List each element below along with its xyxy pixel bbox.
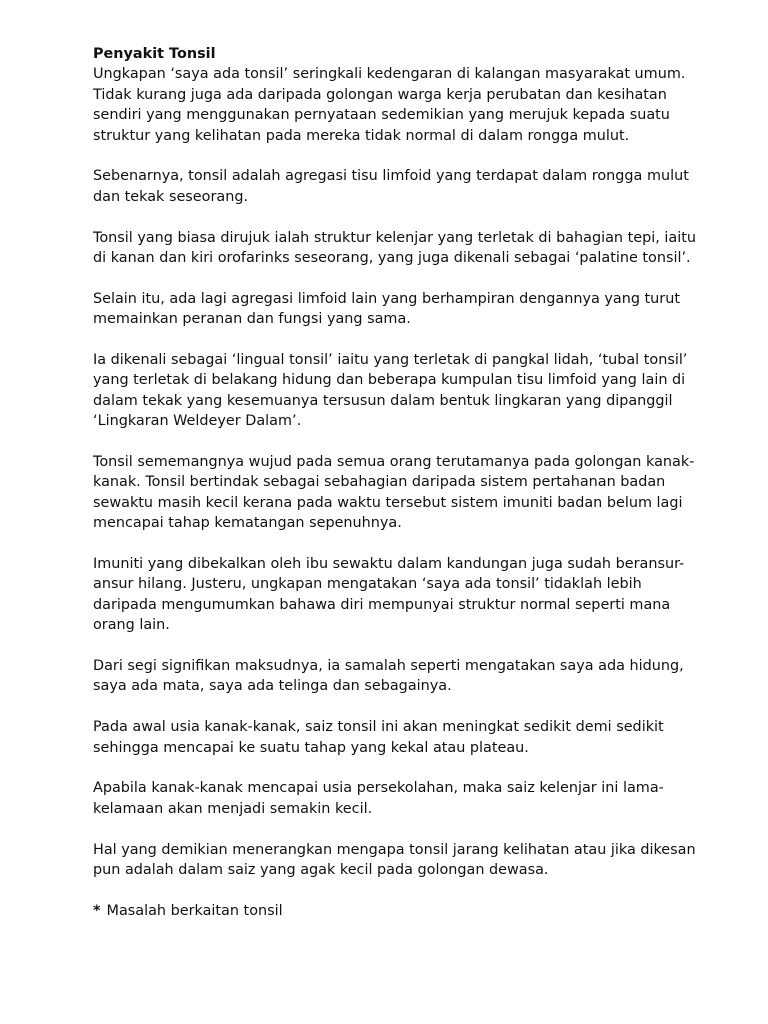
bullet-marker: *: [93, 902, 101, 919]
paragraph-3: Tonsil yang biasa dirujuk ialah struktur kelenjar yang terletak di bahagian tepi, iaitu di kanan dan kiri orofarinks seseorang, yang juga dikenali sebagai ‘palatine tonsil’.: [93, 229, 696, 267]
paragraph-5: Ia dikenali sebagai ‘lingual tonsil’ iaitu yang terletak di pangkal lidah, ‘tubal tonsil’ yang terletak di belakang hidung dan beberapa kumpulan tisu limfoid yang lain di dalam tekak yang kesemuanya tersusun dalam bentuk lingkaran yang dipanggil ‘Lingkaran Weldeyer Dalam’.: [93, 352, 688, 430]
bullet-text: Masalah berkaitan tonsil: [106, 902, 283, 919]
page-title: Penyakit Tonsil: [93, 46, 216, 62]
paragraph-2: Sebenarnya, tonsil adalah agregasi tisu limfoid yang terdapat dalam rongga mulut dan tekak seseorang.: [93, 168, 689, 205]
paragraph-10: Apabila kanak-kanak mencapai usia persekolahan, maka saiz kelenjar ini lama-kelamaan akan menjadi semakin kecil.: [93, 780, 664, 817]
paragraph-1: Ungkapan ‘saya ada tonsil’ seringkali kedengaran di kalangan masyarakat umum. Tidak kurang juga ada daripada golongan warga kerja perubatan dan kesihatan sendiri yang menggunakan pernyataan sedemikian yang merujuk kepada suatu struktur yang kelihatan pada mereka tidak normal di dalam rongga mulut.: [93, 66, 686, 144]
paragraph-6: Tonsil sememangnya wujud pada semua orang terutamanya pada golongan kanak-kanak. Tonsil bertindak sebagai sebahagian daripada sistem pertahanan badan sewaktu masih kecil kerana pada waktu tersebut sistem imuniti badan belum lagi mencapai tahap kematangan sepenuhnya.: [93, 454, 695, 532]
paragraph-9: Pada awal usia kanak-kanak, saiz tonsil ini akan meningkat sedikit demi sedikit sehingga mencapai ke suatu tahap yang kekal atau plateau.: [93, 719, 664, 756]
paragraph-7: Imuniti yang dibekalkan oleh ibu sewaktu dalam kandungan juga sudah beransur-ansur hilang. Justeru, ungkapan mengatakan ‘saya ada tonsil’ tidaklah lebih daripada mengumumkan bahawa diri mempunyai struktur normal seperti mana orang lain.: [93, 556, 685, 634]
bullet-heading: [93, 901, 708, 921]
paragraph-8: Dari segi signifikan maksudnya, ia samalah seperti mengatakan saya ada hidung, saya ada mata, saya ada telinga dan sebagainya.: [93, 658, 684, 695]
paragraph-4: Selain itu, ada lagi agregasi limfoid lain yang berhampiran dengannya yang turut memainkan peranan dan fungsi yang sama.: [93, 290, 680, 328]
paragraph-11: Hal yang demikian menerangkan mengapa tonsil jarang kelihatan atau jika dikesan pun adalah dalam saiz yang agak kecil pada golongan dewasa.: [93, 841, 696, 879]
